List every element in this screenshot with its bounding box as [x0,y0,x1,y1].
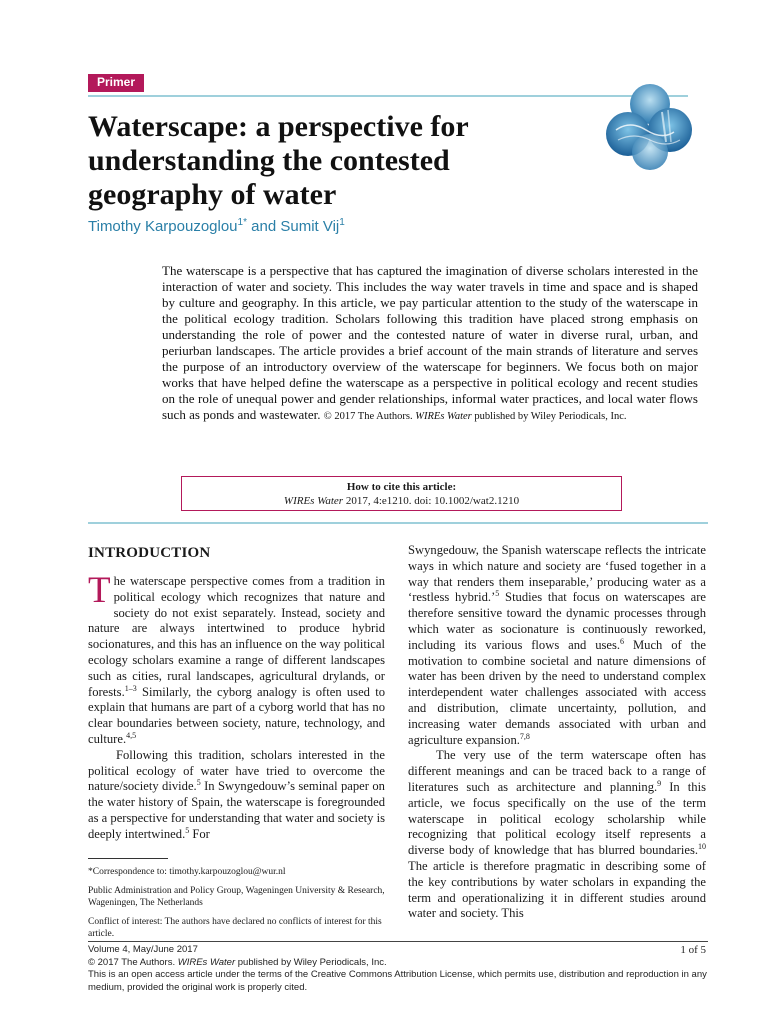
author-name[interactable]: Timothy Karpouzoglou [88,218,238,235]
reference-mark[interactable]: 9 [657,778,662,788]
page-number: 1 of 5 [680,944,706,956]
reference-mark[interactable]: 5 [196,778,201,788]
section-heading: INTRODUCTION [88,545,211,561]
primer-tag: Primer [88,74,144,92]
author-list [88,218,345,235]
paragraph: The very use of the term waterscape often has different meanings and can be traced back to a range of literatures such as architecture and planning.$^9$ In this article, we focus specifically on the use of the term waterscape in political ecology scholarship while recognizing that political ecology itself represents a diverse body of knowledge that has blurred boundaries.$^{10}$ The article is therefore pragmatic in describing some of the key contributions by water scholars in expanding the term and operationalizing it in different studies around water and society. This [408,748,707,921]
left-column [88,544,385,843]
footnote-rule [88,858,168,859]
body-text [408,543,706,922]
license-text: This is an open access article under the terms of the Creative Commons Attribution License, which permits use, distribution and reproduction in any medium, provided the original work is properly cited. [88,969,707,993]
header-rule [88,95,688,97]
abstract-text: The waterscape is a perspective that has captured the imagination of diverse scholars interested in the interaction of water and society. This includes the way water travels in time and space and is shaped by culture and geography. In this article, we pay particular attention to the study of the waterscape in the political ecology tradition. Scholars following this tradition have placed strong emphasis on understanding the role of power and the contested nature of water in diverse rural, urban, and periurban landscapes. The article provides a brief account of the main strands of literature and serves the purpose of an introductory overview of the waterscape for beginners. We focus both on major works that have helped define the waterscape as a perspective in political ecology and recent studies on the role of unequal power and gender relationships, informal water practices, and local water flows such as ponds and wastewater. [162,263,698,422]
abstract-copyright: © 2017 The Authors. WIREs Water published by Wiley Periodicals, Inc. [323,411,627,422]
reference-mark[interactable]: 5 [495,589,500,599]
reference-mark[interactable]: 1–3 [124,683,137,693]
drop-cap: T [88,570,111,611]
correspondence-note[interactable]: *Correspondence to: timothy.karpouzoglou@wur.nl [88,867,286,877]
section-rule [88,522,708,524]
paragraph: Swyngedouw, the Spanish waterscape reflects the intricate ways in which nature and society are ‘fused together in a way that renders them inseparable,’ producing water as a ‘restless hybrid.’$^5$ Studies that focus on waterscapes are therefore sensitive toward the dynamic processes through which water as socionature is continuously reworked, including its various flows and uses.$^6$ Much of the motivation to combine societal and nature dimensions of water has been driven by the need to understand complex interdependent water challenges associated with access and distribution, climate uncertainty, pollution, and increasing water demands associated with urban and agriculture expansion.$^{7,8}$ [408,543,706,747]
reference-mark[interactable]: 7,8 [519,731,530,741]
author-affiliation-mark: 1 [339,217,345,228]
volume-info: Volume 4, May/June 2017 [88,944,198,955]
reference-mark[interactable]: 4,5 [126,730,137,740]
affiliation-note: Public Administration and Policy Group, Wageningen University & Research, Wageningen, The Netherlands [88,885,385,908]
body-text [88,570,385,843]
right-column [408,543,706,922]
citation-text[interactable]: WIREs Water 2017, 4:e1210. doi: 10.1002/wat2.1210 [283,495,520,507]
author-connector: and [251,218,277,235]
reference-mark[interactable]: 6 [620,636,625,646]
footnotes [88,866,388,947]
abstract [162,263,698,425]
citation-heading: How to cite this article: [346,481,457,493]
footer-copyright: © 2017 The Authors. WIREs Water published by Wiley Periodicals, Inc. [88,956,387,968]
paragraph: Following this tradition, scholars interested in the political ecology of water have tried to overcome the nature/society divide.$^5$ In Swyngedouw’s seminal paper on the water history of Spain, the waterscape is foregrounded as a perspective for understanding that water and society is deeply intertwined.$^5$ For [88,747,385,841]
author-name[interactable]: Sumit Vij [280,218,340,235]
conflict-note: Conflict of interest: The authors have declared no conflicts of interest for this article. [88,916,382,939]
reference-mark[interactable]: 5 [185,825,190,835]
citation-box [181,476,622,511]
footer-rule [88,941,708,942]
paragraph: The waterscape perspective comes from a tradition in political ecology which recognizes that nature and society do not exist separately. Instead, society and nature are always intertwined to produce hybrid socionatures, and this has an influence on the way political ecology scholars examine a range of different landscapes such as cities, rural landscapes, agricultural drylands, or forests.$^{1-3}$ Similarly, the cyborg analogy is often used to explain that humans are part of a cyborg world that has no clear boundaries between society, nature, technology, and culture.$^{4,5}$ [88,570,385,746]
author-affiliation-mark: 1* [237,217,247,228]
article-title: Waterscape: a perspective for understanding the contested geography of water [88,110,469,211]
reference-mark[interactable]: 10 [698,841,706,851]
page-footer [88,944,708,994]
journal-logo-icon [604,82,696,174]
